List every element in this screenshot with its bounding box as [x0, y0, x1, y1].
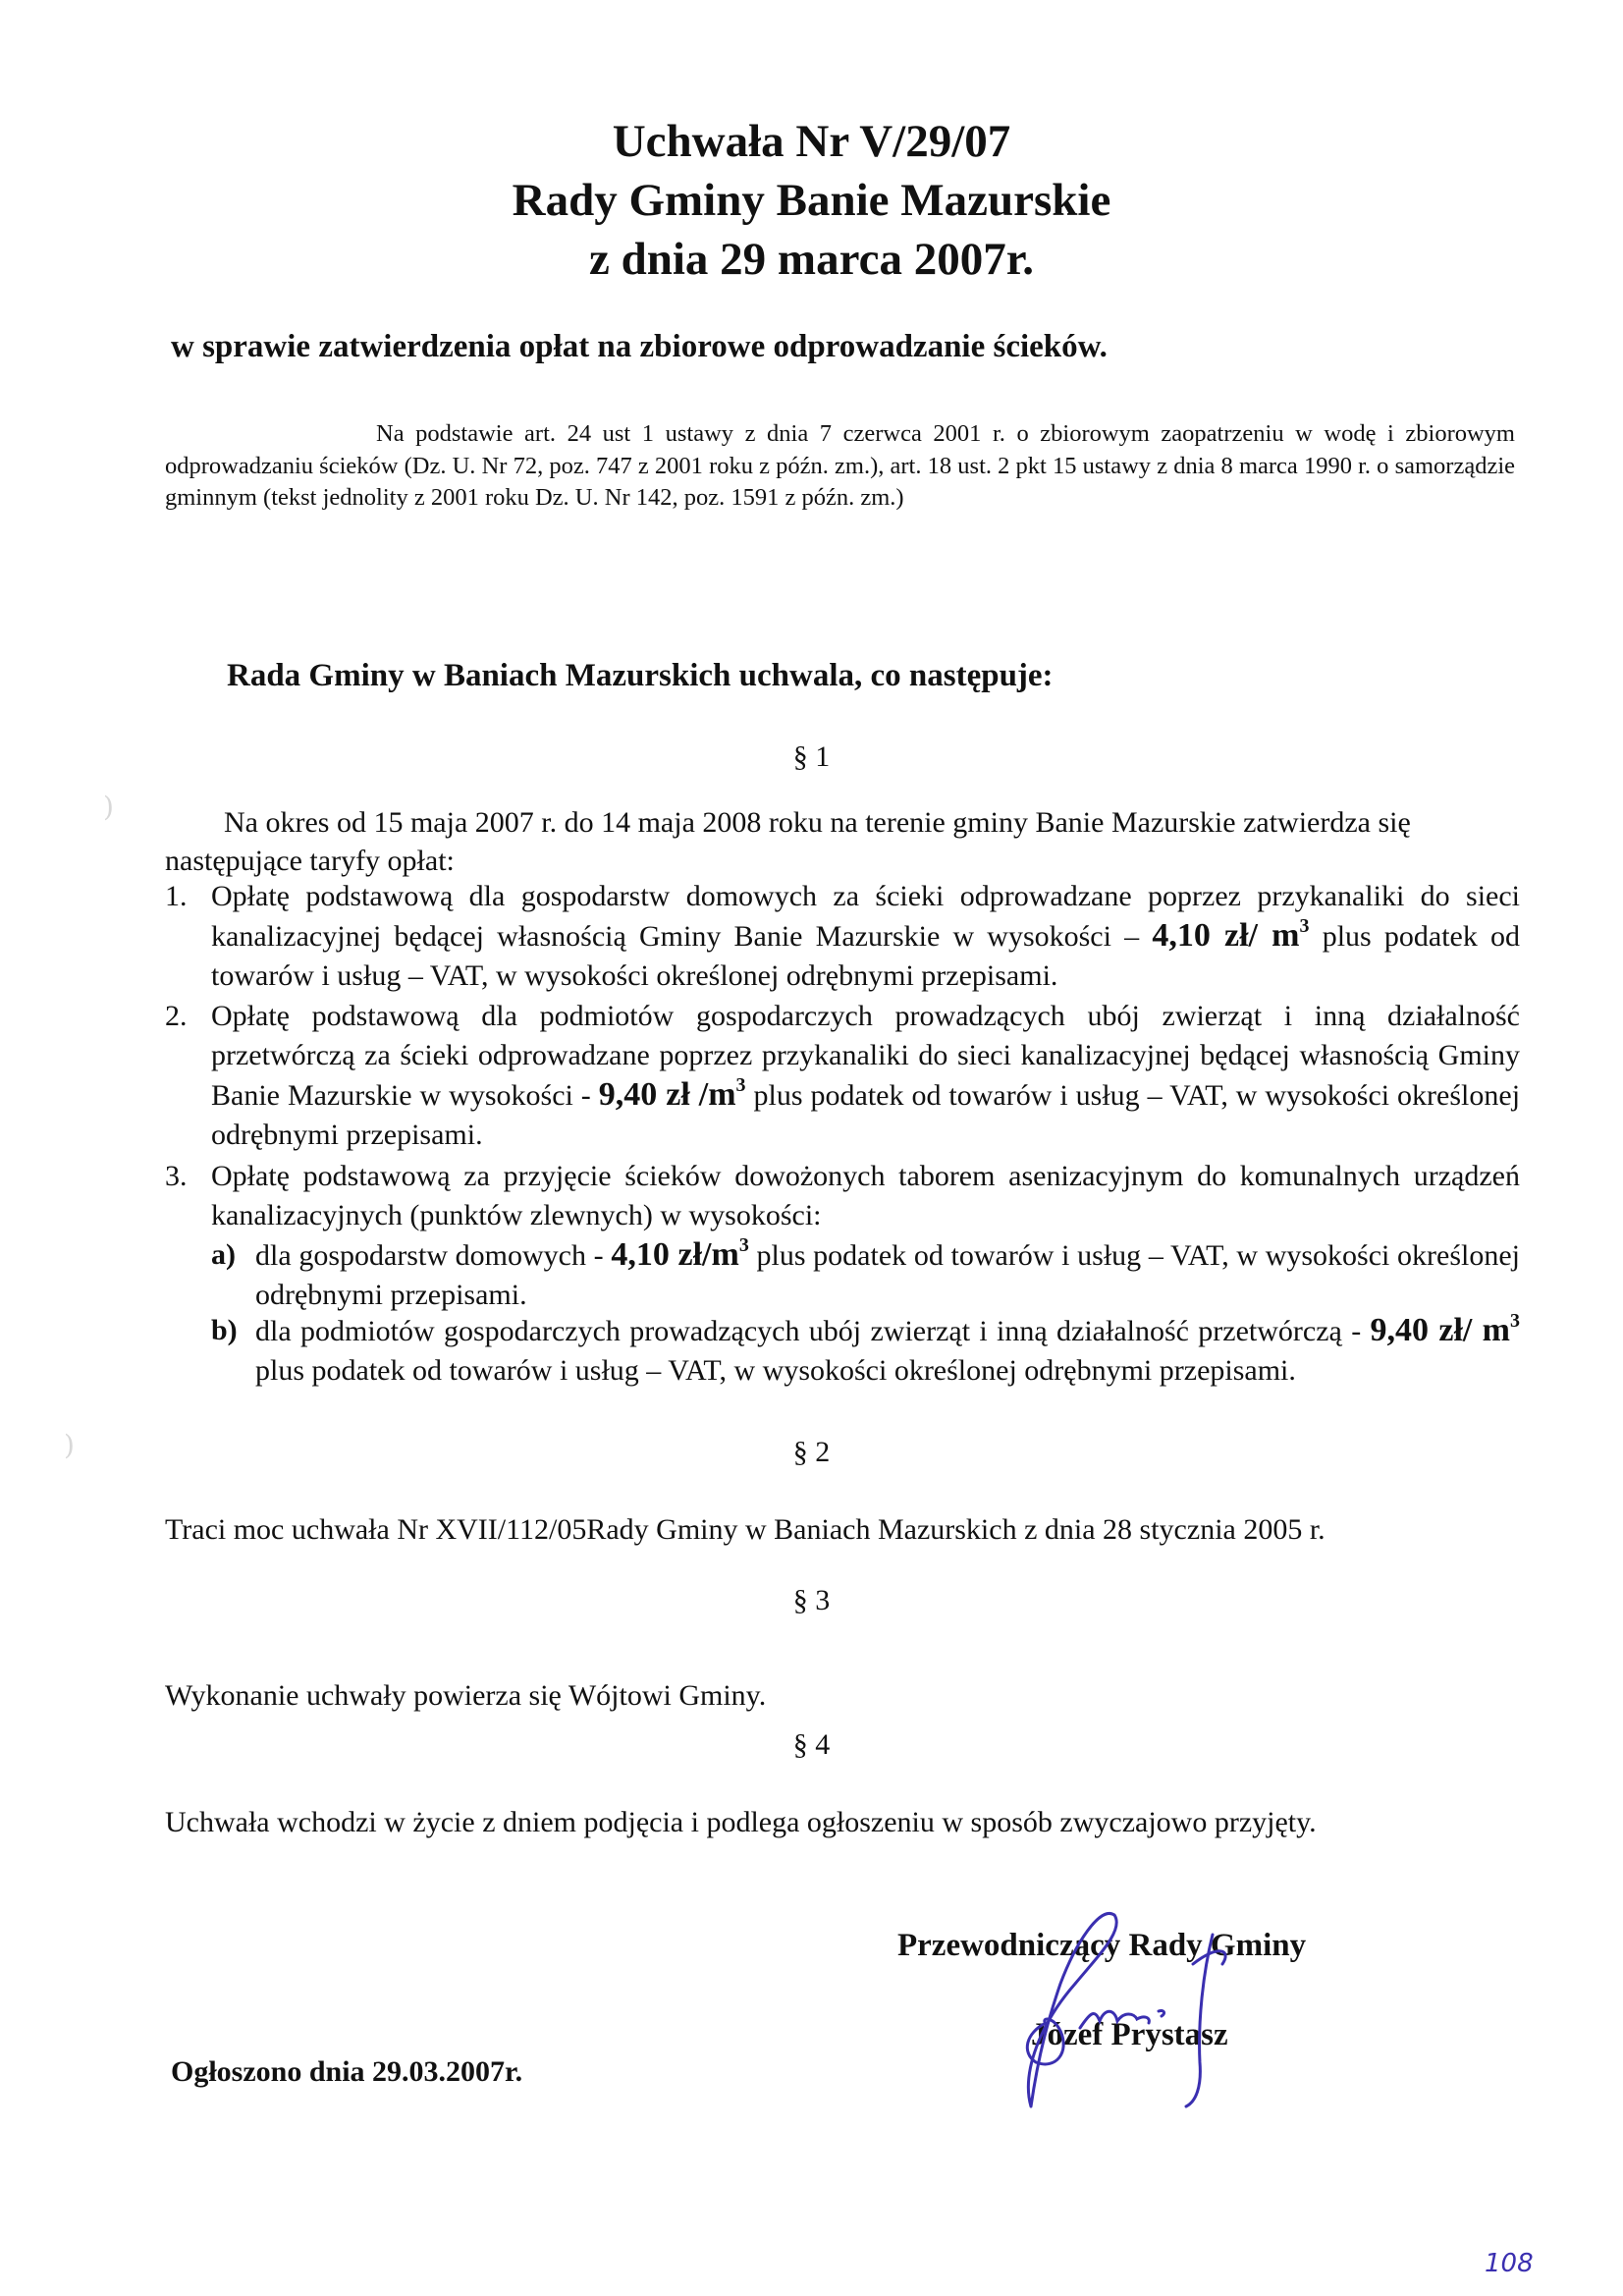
tariff-item-2	[165, 997, 1520, 1155]
section-heading-4: § 4	[792, 1728, 831, 1761]
council-name: Rady Gminy Banie Mazurskie	[512, 175, 1111, 226]
section-heading-3: § 3	[792, 1584, 831, 1616]
item-number: 2.	[165, 1000, 188, 1032]
signatory-role: Przewodniczący Rady Gminy	[897, 1928, 1307, 1963]
tariff-rate: 4,10 zł/ $m^3$	[1152, 915, 1310, 954]
section-4-text: Uchwała wchodzi w życie z dniem podjęcia i podlega ogłoszeniu w sposób zwyczajowo przyjęty.	[165, 1806, 1317, 1838]
tariff-item-3	[165, 1157, 1520, 1235]
section-heading-1: § 1	[792, 740, 831, 773]
item-text: Opłatę podstawową dla podmiotów gospodarczych prowadzących ubój zwierząt i inną działalność przetwórczą za ścieki odprowadzane poprzez przykanaliki do sieci kanalizacyjnej będącej własnością Gminy Banie Mazurskie w wysokości - 9,40 zł $/m^3$ plus podatek od towarów i usług – VAT, w wysokości określonej odrębnymi przepisami.	[211, 1000, 1521, 1151]
subitem-text: dla gospodarstw domowych - 4,10 $zł/m^3$ plus podatek od towarów i usług – VAT, w wysokości określonej odrębnymi przepisami.	[255, 1234, 1521, 1311]
item-number: 1.	[165, 880, 188, 912]
tariff-subitem-a	[211, 1235, 1520, 1315]
page-number: 108	[1485, 2249, 1534, 2278]
subitem-label: a)	[211, 1238, 236, 1271]
tariff-rate: 9,40 zł/ $m^3$	[1370, 1310, 1520, 1348]
subitem-text: dla podmiotów gospodarczych prowadzących ubój zwierząt i inną działalność przetwórczą - 9,40 zł/ $m^3$ plus podatek od towarów i usług – VAT, w wysokości określonej odrębnymi przepisami.	[255, 1310, 1520, 1387]
section-heading-2: § 2	[792, 1436, 831, 1468]
resolution-subject: w sprawie zatwierdzenia opłat na zbiorowe odprowadzanie ścieków.	[171, 329, 1108, 364]
section-3-text: Wykonanie uchwały powierza się Wójtowi Gminy.	[165, 1679, 767, 1712]
enacting-clause: Rada Gminy w Baniach Mazurskich uchwala, co następuje:	[227, 658, 1054, 693]
section-1-intro	[165, 803, 1520, 880]
legal-basis-preamble	[165, 418, 1515, 515]
tariff-subitem-b	[211, 1311, 1520, 1391]
tariff-rate: 9,40 zł $/m^3$	[598, 1074, 746, 1113]
tariff-rate: 4,10 $zł/m^3$	[611, 1234, 749, 1273]
section-2-text: Traci moc uchwała Nr XVII/112/05Rady Gminy w Baniach Mazurskich z dnia 28 stycznia 2005 r.	[165, 1513, 1325, 1546]
resolution-date: z dnia 29 marca 2007r.	[588, 234, 1035, 285]
item-text: Opłatę podstawową za przyjęcie ścieków dowożonych taborem asenizacyjnym do komunalnych urządzeń kanalizacyjnych (punktów zlewnych) w wysokości:	[211, 1160, 1520, 1231]
section-1-intro-text: Na okres od 15 maja 2007 r. do 14 maja 2008 roku na terenie gminy Banie Mazurskie zatwierdza się następujące taryfy opłat:	[165, 806, 1411, 877]
item-number: 3.	[165, 1160, 188, 1192]
signatory-name: Józef Prystasz	[1031, 2017, 1228, 2052]
announcement-date: Ogłoszono dnia 29.03.2007r.	[171, 2055, 523, 2088]
handwritten-signature-icon	[1021, 1905, 1335, 2131]
tariff-item-1	[165, 877, 1520, 996]
preamble-text: Na podstawie art. 24 ust 1 ustawy z dnia 7 czerwca 2001 r. o zbiorowym zaopatrzeniu w wodę i zbiorowym odprowadzaniu ścieków (Dz. U. Nr 72, poz. 747 z 2001 roku z późn. zm.), art. 18 ust. 2 pkt 15 ustawy z dnia 8 marca 1990 r. o samorządzie gminnym (tekst jednolity z 2001 roku Dz. U. Nr 142, poz. 1591 z późn. zm.)	[165, 420, 1515, 511]
subitem-label: b)	[211, 1314, 238, 1346]
margin-mark: )	[64, 1429, 75, 1461]
item-text: Opłatę podstawową dla gospodarstw domowych za ścieki odprowadzane poprzez przykanaliki do sieci kanalizacyjnej będącej własnością Gminy Banie Mazurskie w wysokości – 4,10 zł/ $m^3$ plus podatek od towarów i usług – VAT, w wysokości określonej odrębnymi przepisami.	[211, 880, 1521, 992]
margin-mark: )	[103, 791, 114, 823]
resolution-number: Uchwała Nr V/29/07	[612, 116, 1011, 167]
